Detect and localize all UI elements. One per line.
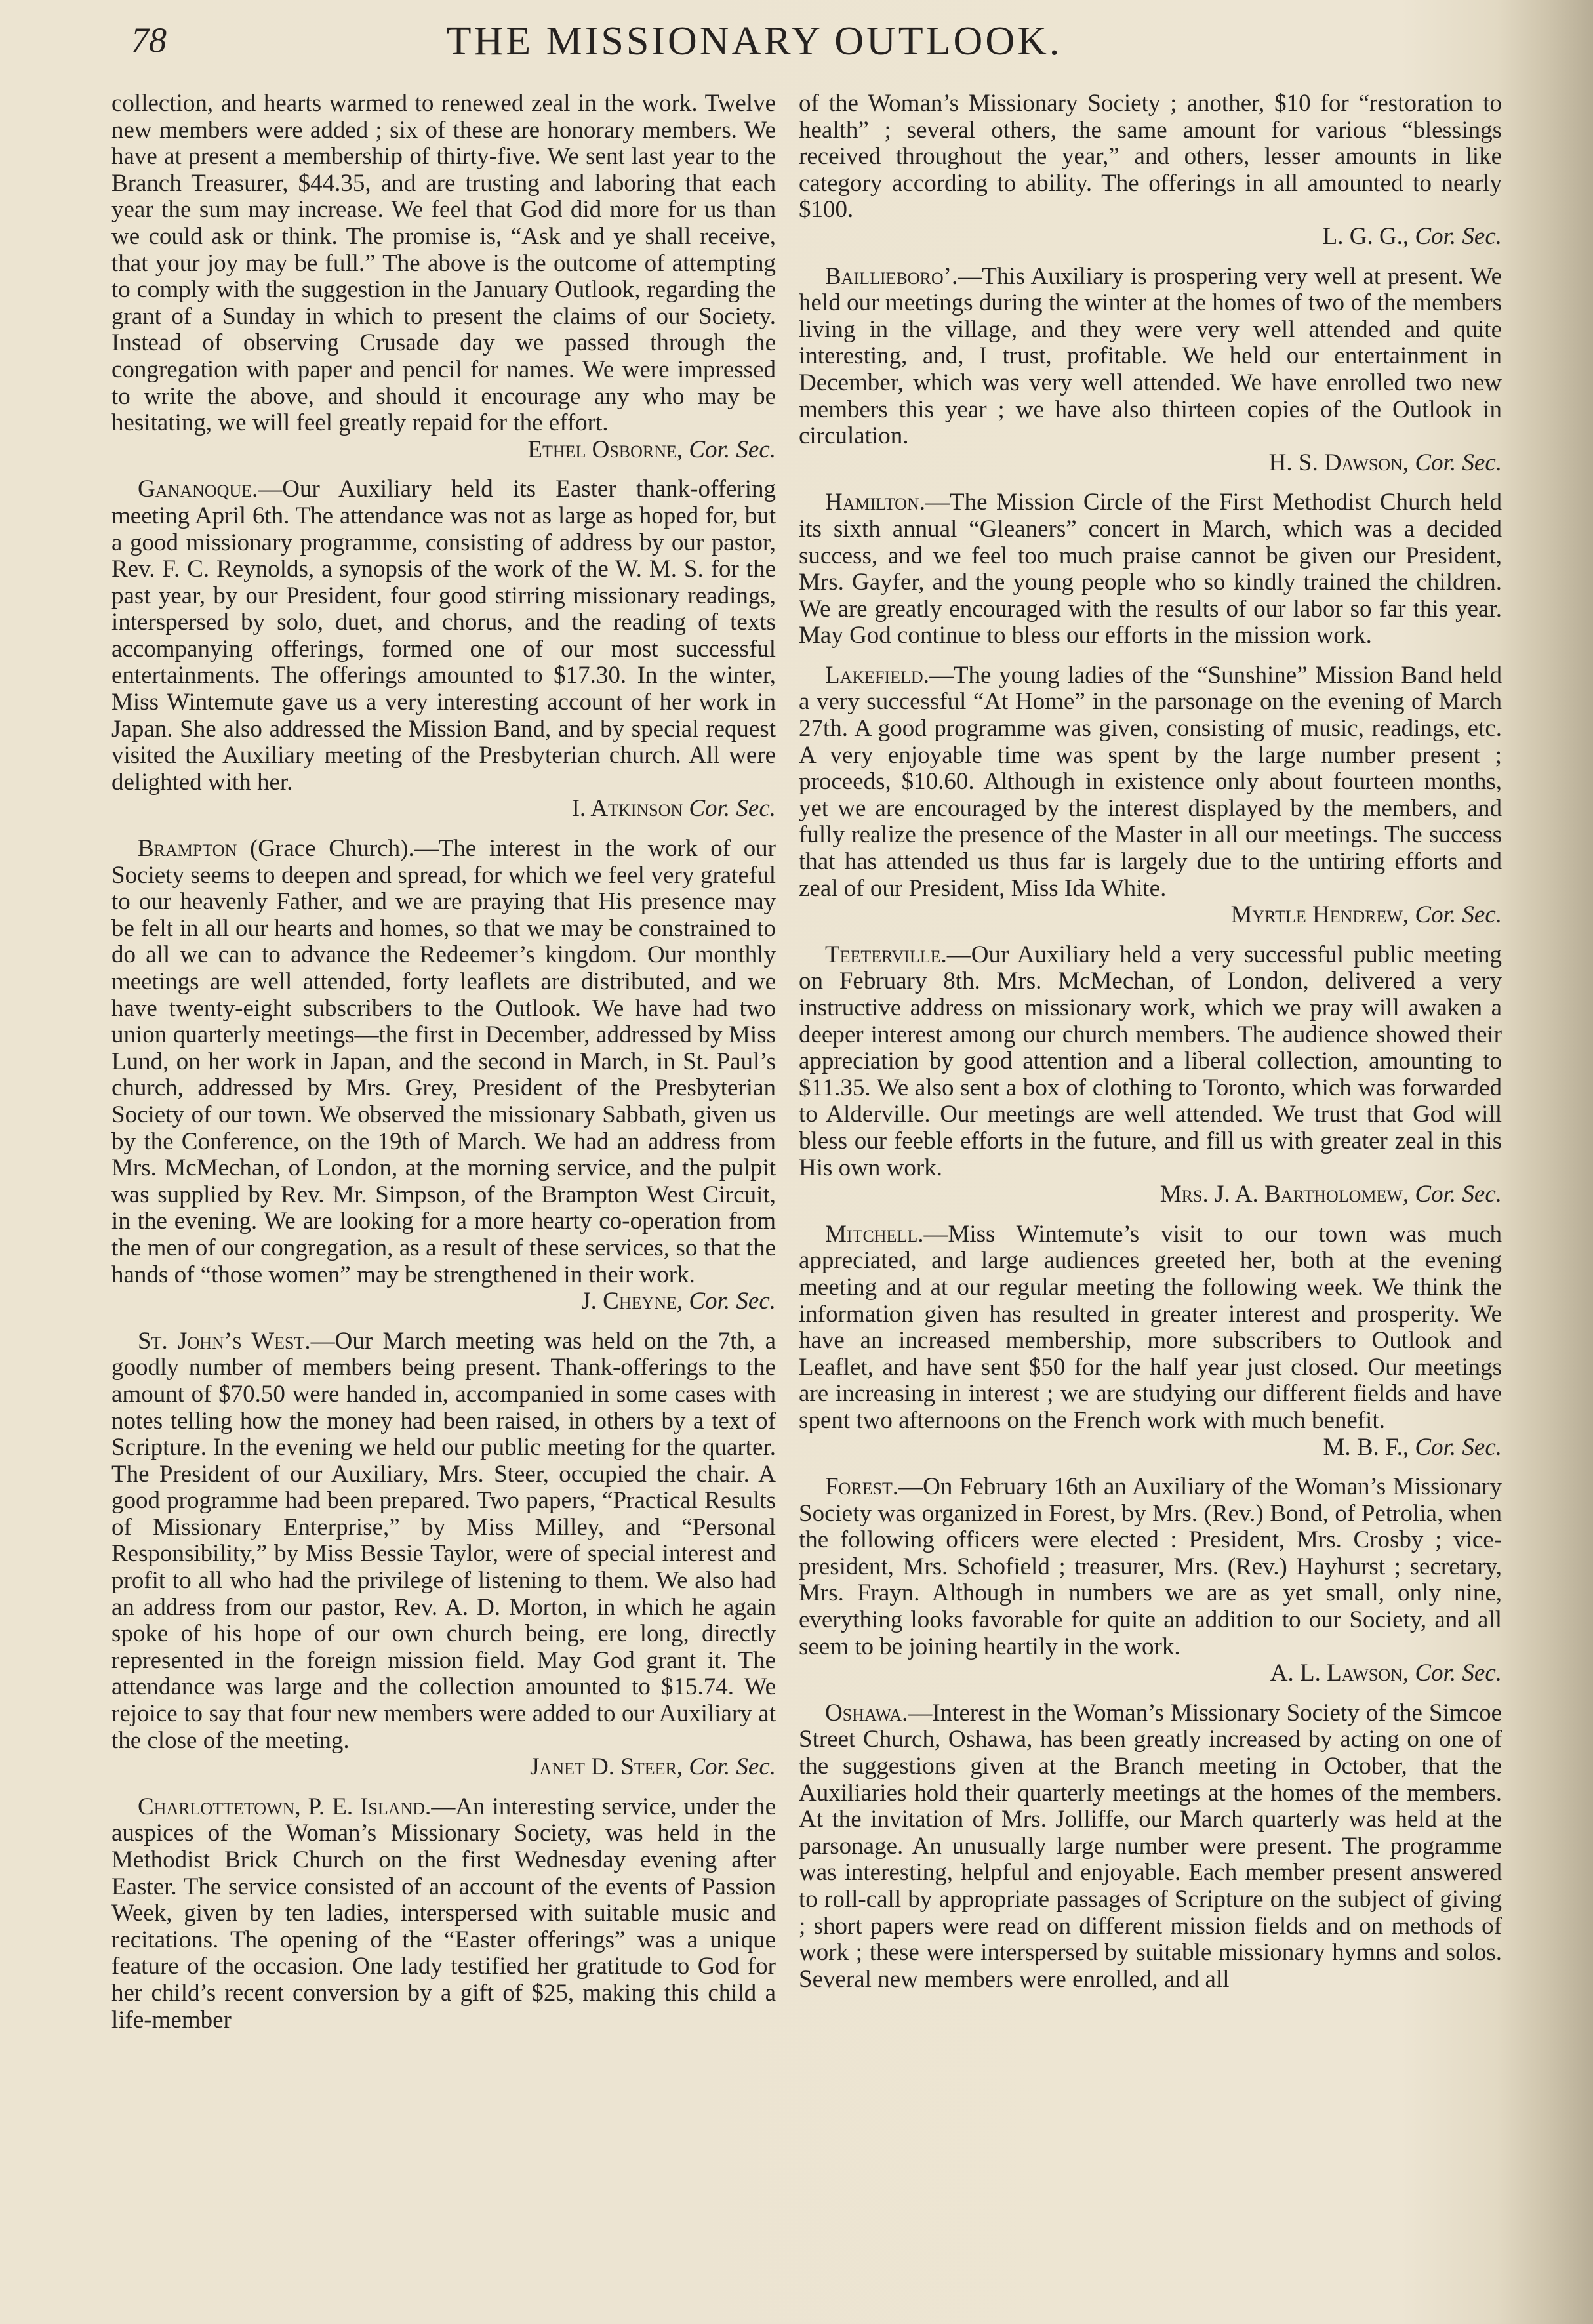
entry-signature — [111, 1288, 776, 1315]
report-entry — [799, 663, 1502, 929]
report-entry — [799, 1700, 1502, 1993]
entry-signature — [799, 1435, 1502, 1461]
entry-place: Mitchell. — [825, 1220, 924, 1248]
entry-signature — [111, 437, 776, 464]
signature-name: M. B. F., — [1323, 1433, 1409, 1461]
signature-title: Cor. Sec. — [1415, 1660, 1502, 1687]
entry-text: —Interest in the Woman’s Missionary Society of the Simcoe Street Church, Oshawa, has been greatly increased by acting on one of the suggestions given at the Branch meeting in October, that the Auxiliaries hold their quarterly meetings at the homes of the members. At the invitation of Mrs. Jolliffe, our March quarterly was held at the parsonage. An unusually large number were present. The programme was interesting, helpful and enjoyable. Each member present answered to roll-call by appropriate passages of Scripture on the subject of giving ; short papers were read on different mission fields and on methods of work ; these were interspersed by suitable missionary hymns and solos. Several new members were enrolled, and all — [799, 1699, 1502, 1993]
entry-text: (Grace Church).—The interest in the work of our Society seems to deepen and spread, for which we feel very grateful to our heavenly Father, and we are praying that His presence may be felt in all our hearts and homes, so that we may be constrained to do all we can to advance the Redeemer’s kingdom. Our monthly meetings are well attended, forty leaflets are distributed, and we have twenty-eight subscribers to the Outlook. We have had two union quarterly meetings—the first in December, addressed by Miss Lund, on her work in Japan, and the second in March, in St. Paul’s church, addressed by Mrs. Grey, President of the Presbyterian Society of our town. We observed the missionary Sabbath, given us by the Conference, on the 19th of March. We had an address from Mrs. McMechan, of London, at the morning service, and the pulpit was supplied by Rev. Mr. Simpson, of the Brampton West Circuit, in the evening. We are looking for a more hearty co-operation from the men of our congregation, as a result of these services, so that the hands of “those women” may be strengthened in their work. — [111, 835, 776, 1288]
report-entry — [799, 1221, 1502, 1461]
report-entry — [111, 1328, 776, 1781]
right-column — [799, 91, 1502, 2006]
signature-name: Myrtle Hendrew, — [1230, 901, 1409, 929]
entry-text: —The young ladies of the “Sunshine” Mission Band held a very successful “At Home” in the parsonage on the evening of March 27th. A good programme was given, consisting of music, readings, etc. A very enjoyable time was spent by the large number present ; proceeds, $10.60. Although in existence only about fourteen months, yet we are encouraged by the interest displayed by the members, and fully realize the presence of the Master in all our meetings. The success that has attended us thus far is largely due to the untiring efforts and zeal of our President, Miss Ida White. — [799, 661, 1502, 902]
entry-signature — [799, 450, 1502, 477]
entry-signature — [799, 1181, 1502, 1208]
report-entry — [111, 476, 776, 823]
signature-name: Ethel Osborne, — [527, 436, 683, 463]
left-column — [111, 91, 776, 2047]
entry-text: —The Mission Circle of the First Methodist Church held its sixth annual “Gleaners” concert in March, which was a decided success, and we feel too much praise cannot be given our President, Mrs. Gayfer, and the young people who so kindly trained the children. We are greatly encouraged with the results of our labor so far this year. May God continue to bless our efforts in the mission work. — [799, 489, 1502, 649]
report-entry — [799, 91, 1502, 251]
report-entry — [111, 91, 776, 463]
signature-title: Cor. Sec. — [1415, 449, 1502, 476]
entry-place: Charlottetown, P. E. Island. — [138, 1793, 432, 1820]
signature-title: Cor. Sec. — [1415, 1181, 1502, 1208]
entry-place: Oshawa. — [825, 1699, 908, 1726]
entry-place: Gananoque. — [138, 476, 258, 503]
signature-title: Cor. Sec. — [689, 436, 776, 463]
signature-name: Mrs. J. A. Bartholomew, — [1159, 1181, 1409, 1208]
entry-text: —Our Auxiliary held a very successful public meeting on February 8th. Mrs. McMechan, of London, delivered a very instructive address on missionary work, which we pray will awaken a deeper interest among our church members. The audience showed their appreciation by good attention and a liberal collection, amounting to $11.35. We also sent a box of clothing to Toronto, which was forwarded to Alderville. Our meetings are well attended. We trust that God will bless our feeble efforts in the future, and fill us with greater zeal in this His own work. — [799, 941, 1502, 1181]
page-number: 78 — [131, 20, 167, 60]
entry-text: collection, and hearts warmed to renewed zeal in the work. Twelve new members were added ; six of these are honorary members. We have at present a membership of thirty-five. We sent last year to the Branch Treasurer, $44.35, and are trusting and laboring that each year the sum may increase. We feel that God did more for us than we could ask or think. The promise is, “Ask and ye shall receive, that your joy may be full.” The above is the outcome of attempting to comply with the suggestion in the January Outlook, regarding the grant of a Sunday in which to present the claims of our Society. Instead of observing Crusade day we passed through the congregation with paper and pencil for names. We were impressed to write the above, and should it encourage any who may be hesitating, we will feel greatly repaid for the effort. — [111, 90, 776, 437]
signature-title: Cor. Sec. — [689, 1753, 776, 1781]
signature-title: Cor. Sec. — [689, 795, 776, 823]
report-entry — [799, 489, 1502, 649]
signature-name: Janet D. Steer, — [530, 1753, 683, 1781]
entry-signature — [111, 796, 776, 823]
signature-name: I. Atkinson — [571, 795, 683, 823]
report-entry — [111, 1794, 776, 2033]
signature-name: J. Cheyne, — [581, 1288, 683, 1315]
entry-place: Hamilton. — [825, 489, 925, 516]
entry-text: —Miss Wintemute’s visit to our town was much appreciated, and large audiences greeted her, both at the evening meeting and at our regular meeting the following week. We think the information given has resulted in greater interest and prosperity. We have an increased membership, more subscribers to Outlook and Leaflet, and have sent $50 for the half year just closed. Our meetings are increasing in interest ; we are studying our different fields and have spent two afternoons on the French work with much benefit. — [799, 1220, 1502, 1434]
entry-signature — [111, 1754, 776, 1781]
signature-title: Cor. Sec. — [1415, 901, 1502, 929]
signature-name: A. L. Lawson, — [1270, 1660, 1409, 1687]
entry-text: of the Woman’s Missionary Society ; another, $10 for “restoration to health” ; several others, the same amount for various “blessings received throughout the year,” and others, lesser amounts in like category according to ability. The offerings in all amounted to nearly $100. — [799, 90, 1502, 224]
entry-signature — [799, 224, 1502, 251]
signature-title: Cor. Sec. — [1415, 222, 1502, 250]
entry-place: Baillieboro’. — [825, 262, 958, 290]
running-title: THE MISSIONARY OUTLOOK. — [446, 19, 1062, 64]
signature-title: Cor. Sec. — [1415, 1433, 1502, 1461]
report-entry — [111, 836, 776, 1315]
entry-signature — [799, 1660, 1502, 1687]
entry-place: Forest. — [825, 1473, 899, 1501]
entry-place: Lakefield. — [825, 661, 929, 689]
report-entry — [799, 1474, 1502, 1687]
entry-place: Brampton — [138, 835, 237, 863]
entry-text: —This Auxiliary is prospering very well at present. We held our meetings during the winter at the homes of two of the members living in the village, and they were very well attended and quite interesting, and, I trust, profitable. We held our entertainment in December, which was very well attended. We have enrolled two new members this year ; we have also thirteen copies of the Outlook in circulation. — [799, 262, 1502, 450]
report-entry — [799, 942, 1502, 1208]
signature-title: Cor. Sec. — [689, 1288, 776, 1315]
entry-place: Teeterville. — [825, 941, 947, 968]
report-entry — [799, 264, 1502, 477]
entry-text: —Our March meeting was held on the 7th, a goodly number of members being present. Thank-offerings to the amount of $70.50 were handed in, accompanied in some cases with notes telling how the money had been raised, in others by a text of Scripture. In the evening we held our public meeting for the quarter. The President of our Auxiliary, Mrs. Steer, occupied the chair. A good programme had been prepared. Two papers, “Practical Results of Missionary Enterprise,” by Miss Milley, and “Personal Responsibility,” by Miss Bessie Taylor, were of special interest and profit to all who had the privilege of listening to them. We also had an address from our pastor, Rev. A. D. Morton, in which he again spoke of his hope of our own church being, ere long, directly represented in the foreign mission field. May God grant it. The attendance was large and the collection amounted to $15.74. We rejoice to say that four new members were added to our Auxiliary at the close of the meeting. — [111, 1327, 776, 1754]
entry-signature — [799, 902, 1502, 929]
entry-text: —On February 16th an Auxiliary of the Woman’s Missionary Society was organized in Forest, by Mrs. (Rev.) Bond, of Petrolia, when the following officers were elected : President, Mrs. Crosby ; vice-president, Mrs. Schofield ; treasurer, Mrs. (Rev.) Hayhurst ; secretary, Mrs. Frayn. Although in numbers we are as yet small, only nine, everything looks favorable for quite an addition to our Society, and all seem to be joining heartily in the work. — [799, 1473, 1502, 1660]
signature-name: L. G. G., — [1322, 222, 1409, 250]
signature-name: H. S. Dawson, — [1268, 449, 1409, 476]
entry-text: —Our Auxiliary held its Easter thank-offering meeting April 6th. The attendance was not as large as hoped for, but a good missionary programme, consisting of address by our pastor, Rev. F. C. Reynolds, a synopsis of the work of the W. M. S. for the past year, by our President, four good stirring missionary readings, interspersed by solo, duet, and chorus, and the reading of texts accompanying offerings, formed one of our most successful entertainments. The offerings amounted to $17.30. In the winter, Miss Wintemute gave us a very interesting account of her work in Japan. She also addressed the Mission Band, and by special request visited the Auxiliary meeting of the Presbyterian church. All were delighted with her. — [111, 476, 776, 796]
entry-place: St. John’s West. — [138, 1327, 311, 1355]
entry-text: —An interesting service, under the auspices of the Woman’s Missionary Society, was held in the Methodist Brick Church on the first Wednesday evening after Easter. The service consisted of an account of the events of Passion Week, given by ten ladies, interspersed with suitable music and recitations. The opening of the “Easter offerings” was a unique feature of the occasion. One lady testified her gratitude to God for her child’s recent conversion by a gift of $25, making this child a life-member — [111, 1793, 776, 2033]
